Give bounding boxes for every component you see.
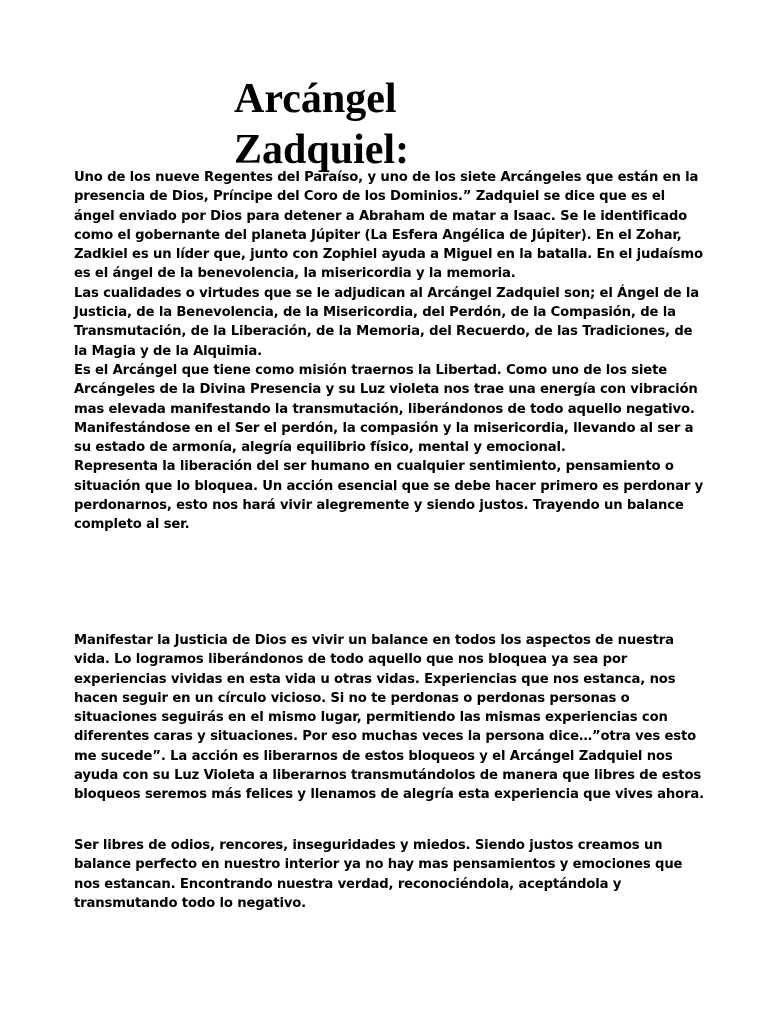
paragraph-libertad: Es el Arcángel que tiene como misión traernos la Libertad. Como uno de los siete Arcángeles de la Divina Presencia y su Luz violeta nos trae una energía con vibración mas elevada manifestando la transmutación, liberándonos de todo aquello negativo. Manifestándose en el Ser el perdón, la compasión y la misericordia, llevando al ser a su estado de armonía, alegría equilibrio físico, mental y emocional. [74, 362, 698, 456]
paragraph-libres: Ser libres de odios, rencores, inseguridades y miedos. Siendo justos creamos un balance perfecto en nuestro interior ya no hay mas pensamientos y emociones que nos estancan. Encontrando nuestra verdad, reconociéndola, aceptándola y transmutando todo lo negativo. [74, 838, 683, 911]
paragraph-liberacion: Representa la liberación del ser humano en cualquier sentimiento, pensamiento o situación que lo bloquea. Un acción esencial que se debe hacer primero es perdonar y perdonarnos, esto nos hará vivir alegremente y siendo justos. Trayendo un balance completo al ser. [74, 459, 704, 533]
justicia-section [74, 631, 704, 805]
document-title [234, 74, 409, 176]
title-line-2: Zadquiel: [234, 127, 410, 173]
paragraph-justicia: Manifestar la Justicia de Dios es vivir un balance en todos los aspectos de nuestra vida. Lo logramos liberándonos de todo aquello que nos bloquea ya sea por experiencias vividas en esta vida u otras vidas. Experiencias que nos estanca, nos hacen seguir en un círculo vicioso. Si no te perdonas o perdonas personas o situaciones seguirás en el mismo lugar, permitiendo las mismas experiencias con diferentes caras y situaciones. Por eso muchas veces la persona dice…”otra ves esto me sucede”. La acción es liberarnos de estos bloqueos y el Arcángel Zadquiel nos ayuda con su Luz Violeta a liberarnos transmutándolos de manera que libres de estos bloqueos seremos más felices y llenamos de alegría esta experiencia que vives ahora. [74, 633, 705, 803]
title-line-1: Arcángel [234, 76, 397, 122]
paragraph-regentes: Uno de los nueve Regentes del Paraíso, y uno de los siete Arcángeles que están en la presencia de Dios, Príncipe del Coro de los Dominios.” Zadquiel se dice que es el ángel enviado por Dios para detener a Abraham de matar a Isaac. Se le identificado como el gobernante del planeta Júpiter (La Esfera Angélica de Júpiter). En el Zohar, Zadkiel es un líder que, junto con Zophiel ayuda a Miguel en la batalla. En el judaísmo es el ángel de la benevolencia, la misericordia y la memoria. [74, 170, 703, 282]
intro-section [74, 168, 704, 535]
closing-section [74, 836, 704, 913]
paragraph-cualidades: Las cualidades o virtudes que se le adjudican al Arcángel Zadquiel son; el Ángel de la Justicia, de la Benevolencia, de la Misericordia, del Perdón, de la Compasión, de la Transmutación, de la Liberación, de la Memoria, del Recuerdo, de las Tradiciones, de la Magia y de la Alquimia. [74, 285, 699, 359]
